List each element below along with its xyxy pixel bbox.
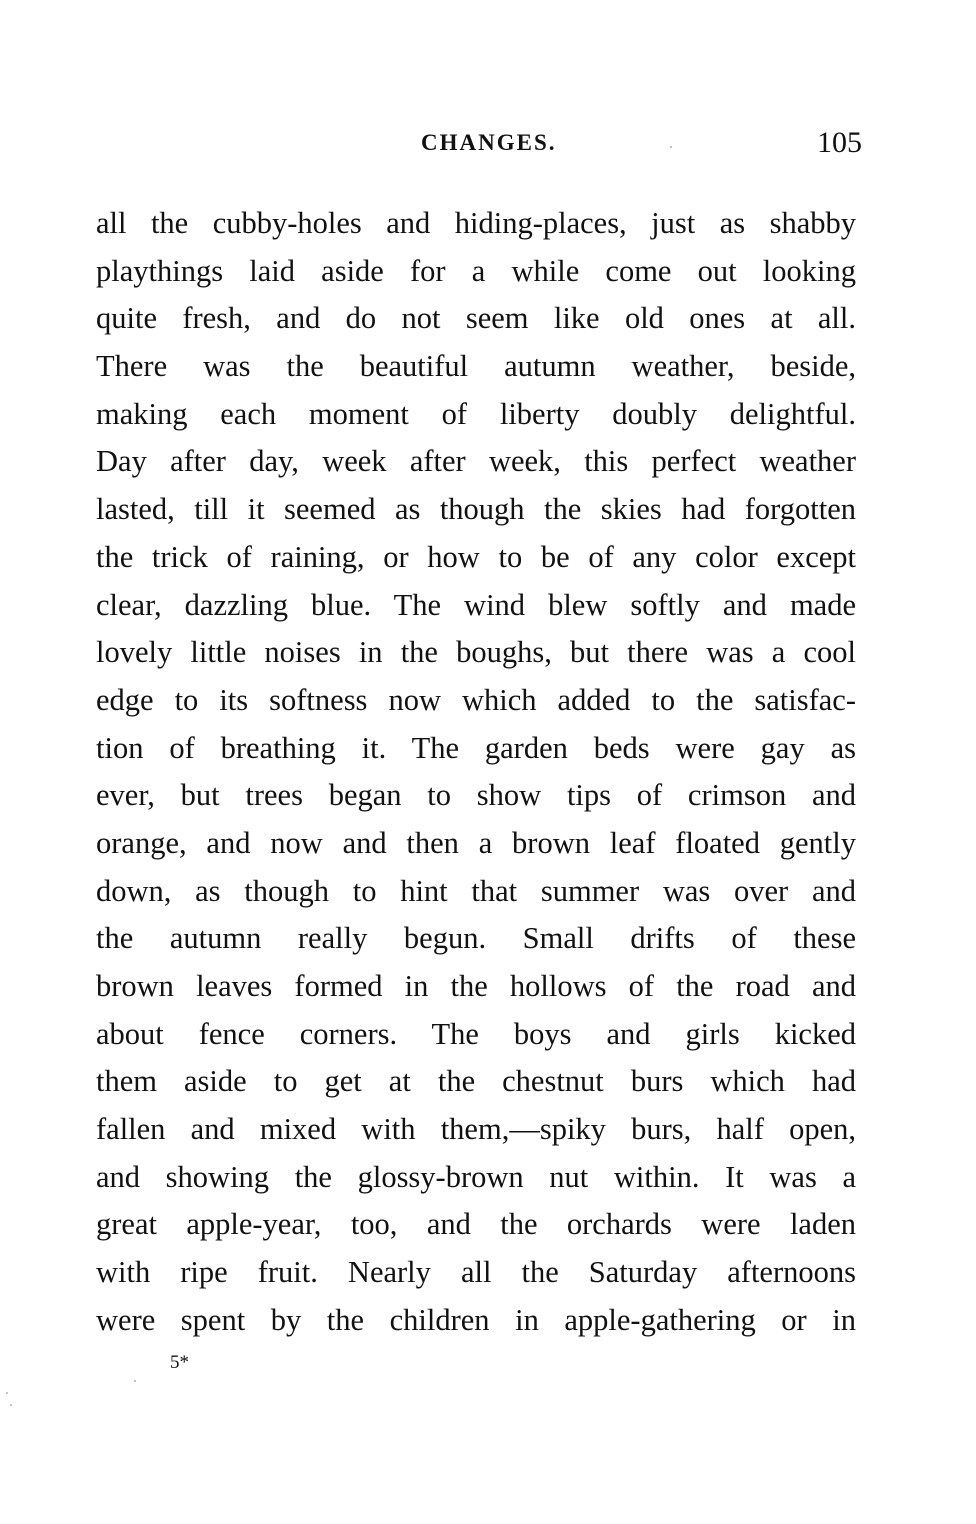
text-line: great apple-year, too, and the orchards were laden	[96, 1207, 856, 1242]
text-line: and showing the glossy-brown nut within. It was a	[96, 1159, 856, 1194]
text-line: ever, but trees began to show tips of crimson and	[96, 778, 856, 813]
running-title: CHANGES.	[421, 130, 557, 155]
text-line: about fence corners. The boys and girls kicked	[96, 1016, 856, 1051]
text-line: Day after day, week after week, this perfect weather	[96, 444, 856, 479]
text-line: lasted, till it seemed as though the skies had forgotten	[96, 492, 856, 527]
text-line: were spent by the children in apple-gathering or in	[96, 1302, 856, 1337]
text-line: with ripe fruit. Nearly all the Saturday afternoons	[96, 1255, 856, 1290]
signature-mark: 5*	[170, 1352, 189, 1373]
page-number: 105	[817, 126, 862, 159]
text-line: down, as though to hint that summer was over and	[96, 873, 856, 908]
running-head	[96, 126, 862, 166]
text-line: all the cubby-holes and hiding-places, just as shabby	[96, 206, 856, 240]
text-line: tion of breathing it. The garden beds were gay as	[96, 730, 856, 765]
text-line: edge to its softness now which added to the satisfac-	[96, 682, 856, 717]
text-line: them aside to get at the chestnut burs which had	[96, 1064, 856, 1099]
text-line: the autumn really begun. Small drifts of these	[96, 921, 856, 956]
text-line: clear, dazzling blue. The wind blew softly and made	[96, 587, 856, 622]
text-line: playthings laid aside for a while come out looking	[96, 253, 856, 288]
text-line: lovely little noises in the boughs, but there was a cool	[96, 635, 856, 670]
text-line: making each moment of liberty doubly delightful.	[96, 396, 856, 431]
text-line: quite fresh, and do not seem like old ones at all.	[96, 301, 856, 336]
paper-speck	[10, 1404, 12, 1406]
paper-speck	[134, 1380, 136, 1382]
text-line: the trick of raining, or how to be of any color except	[96, 539, 856, 574]
text-line: brown leaves formed in the hollows of the road and	[96, 969, 856, 1003]
text-line: There was the beautiful autumn weather, beside,	[96, 349, 856, 384]
paper-speck	[670, 146, 672, 148]
text-line: fallen and mixed with them,—spiky burs, half open,	[96, 1112, 856, 1147]
body-text	[96, 200, 856, 1345]
text-line: orange, and now and then a brown leaf floated gently	[96, 825, 856, 860]
paper-speck	[6, 1392, 8, 1394]
